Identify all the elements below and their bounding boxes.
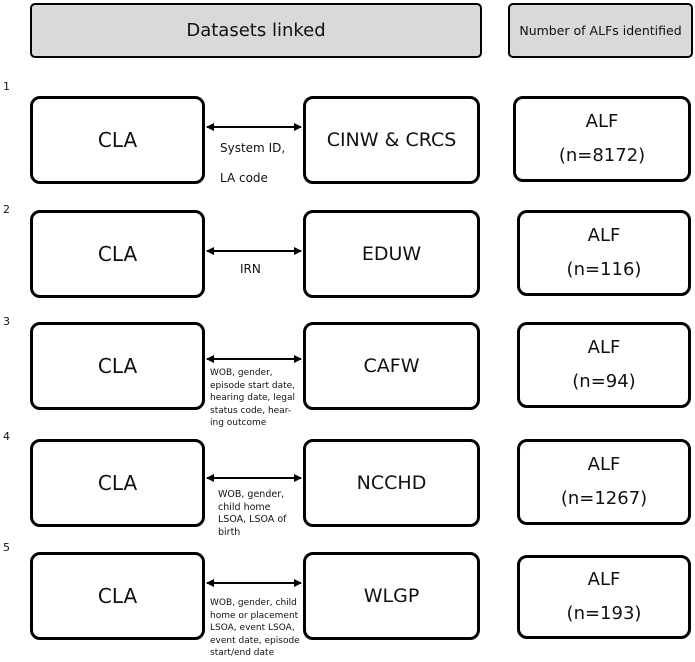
link-key-line: IRN xyxy=(240,262,261,276)
alf-count-1: (n=8172) xyxy=(558,145,646,166)
source-label-5: CLA xyxy=(97,584,138,608)
alf-count-4: (n=1267) xyxy=(560,488,648,509)
row-number-2: 2 xyxy=(3,203,10,216)
link-key-line: event date, episode xyxy=(210,635,300,646)
alf-count-3: (n=94) xyxy=(572,371,636,392)
target-box-4 xyxy=(303,439,480,527)
alf-box-2 xyxy=(517,210,691,296)
link-key-line: WOB, gender, xyxy=(218,489,285,500)
link-keys-1 xyxy=(220,133,320,193)
target-label-1: CINW & CRCS xyxy=(326,129,457,151)
alf-box-5 xyxy=(517,555,691,639)
link-keys-2 xyxy=(240,254,340,284)
link-key-line: WOB, gender, xyxy=(210,368,273,378)
link-keys-5 xyxy=(210,597,306,660)
link-key-line: status code, hear- xyxy=(210,405,292,416)
target-label-3: CAFW xyxy=(363,355,420,377)
link-keys-4 xyxy=(218,489,318,539)
alf-box-3 xyxy=(517,322,691,408)
row-number-3: 3 xyxy=(3,315,10,328)
target-box-3 xyxy=(303,322,480,410)
link-key-line: LSOA, LSOA of xyxy=(218,514,287,525)
link-key-line: ing outcome xyxy=(210,418,267,428)
alf-label-2: ALF xyxy=(587,225,621,246)
link-key-line: child home xyxy=(218,501,271,513)
header-datasets-linked-label: Datasets linked xyxy=(186,20,326,41)
target-label-5: WLGP xyxy=(363,585,420,607)
header-alf-count-label: Number of ALFs identified xyxy=(519,23,682,38)
source-box-5 xyxy=(30,552,205,640)
link-key-line: System ID, xyxy=(220,141,286,155)
link-key-line: LSOA, event LSOA, xyxy=(210,623,295,633)
row-number-5: 5 xyxy=(3,541,10,554)
source-box-3 xyxy=(30,322,205,410)
alf-count-5: (n=193) xyxy=(566,603,642,624)
link-key-line: episode start date, xyxy=(210,380,296,391)
alf-label-1: ALF xyxy=(585,111,619,132)
source-box-2 xyxy=(30,210,205,298)
link-key-line: birth xyxy=(218,526,241,538)
source-box-1 xyxy=(30,96,205,184)
link-key-line: LA code xyxy=(220,171,268,185)
source-box-4 xyxy=(30,439,205,527)
alf-label-5: ALF xyxy=(587,569,621,590)
link-key-line: start/end date xyxy=(210,648,275,658)
alf-label-4: ALF xyxy=(587,454,621,475)
source-label-1: CLA xyxy=(97,128,138,152)
target-box-5 xyxy=(303,552,480,640)
link-key-line: WOB, gender, child xyxy=(210,598,297,608)
alf-box-1 xyxy=(513,96,691,182)
link-key-line: hearing date, legal xyxy=(210,393,296,403)
link-keys-3 xyxy=(210,367,310,430)
row-number-1: 1 xyxy=(3,80,10,93)
target-label-2: EDUW xyxy=(361,243,422,265)
alf-box-4 xyxy=(517,439,691,525)
alf-label-3: ALF xyxy=(587,337,621,358)
source-label-4: CLA xyxy=(97,471,138,495)
source-label-3: CLA xyxy=(97,354,138,378)
source-label-2: CLA xyxy=(97,242,138,266)
row-number-4: 4 xyxy=(3,430,10,443)
link-key-line: home or placement xyxy=(210,610,299,621)
target-box-1 xyxy=(303,96,480,184)
target-label-4: NCCHD xyxy=(356,472,427,494)
alf-count-2: (n=116) xyxy=(566,259,642,280)
